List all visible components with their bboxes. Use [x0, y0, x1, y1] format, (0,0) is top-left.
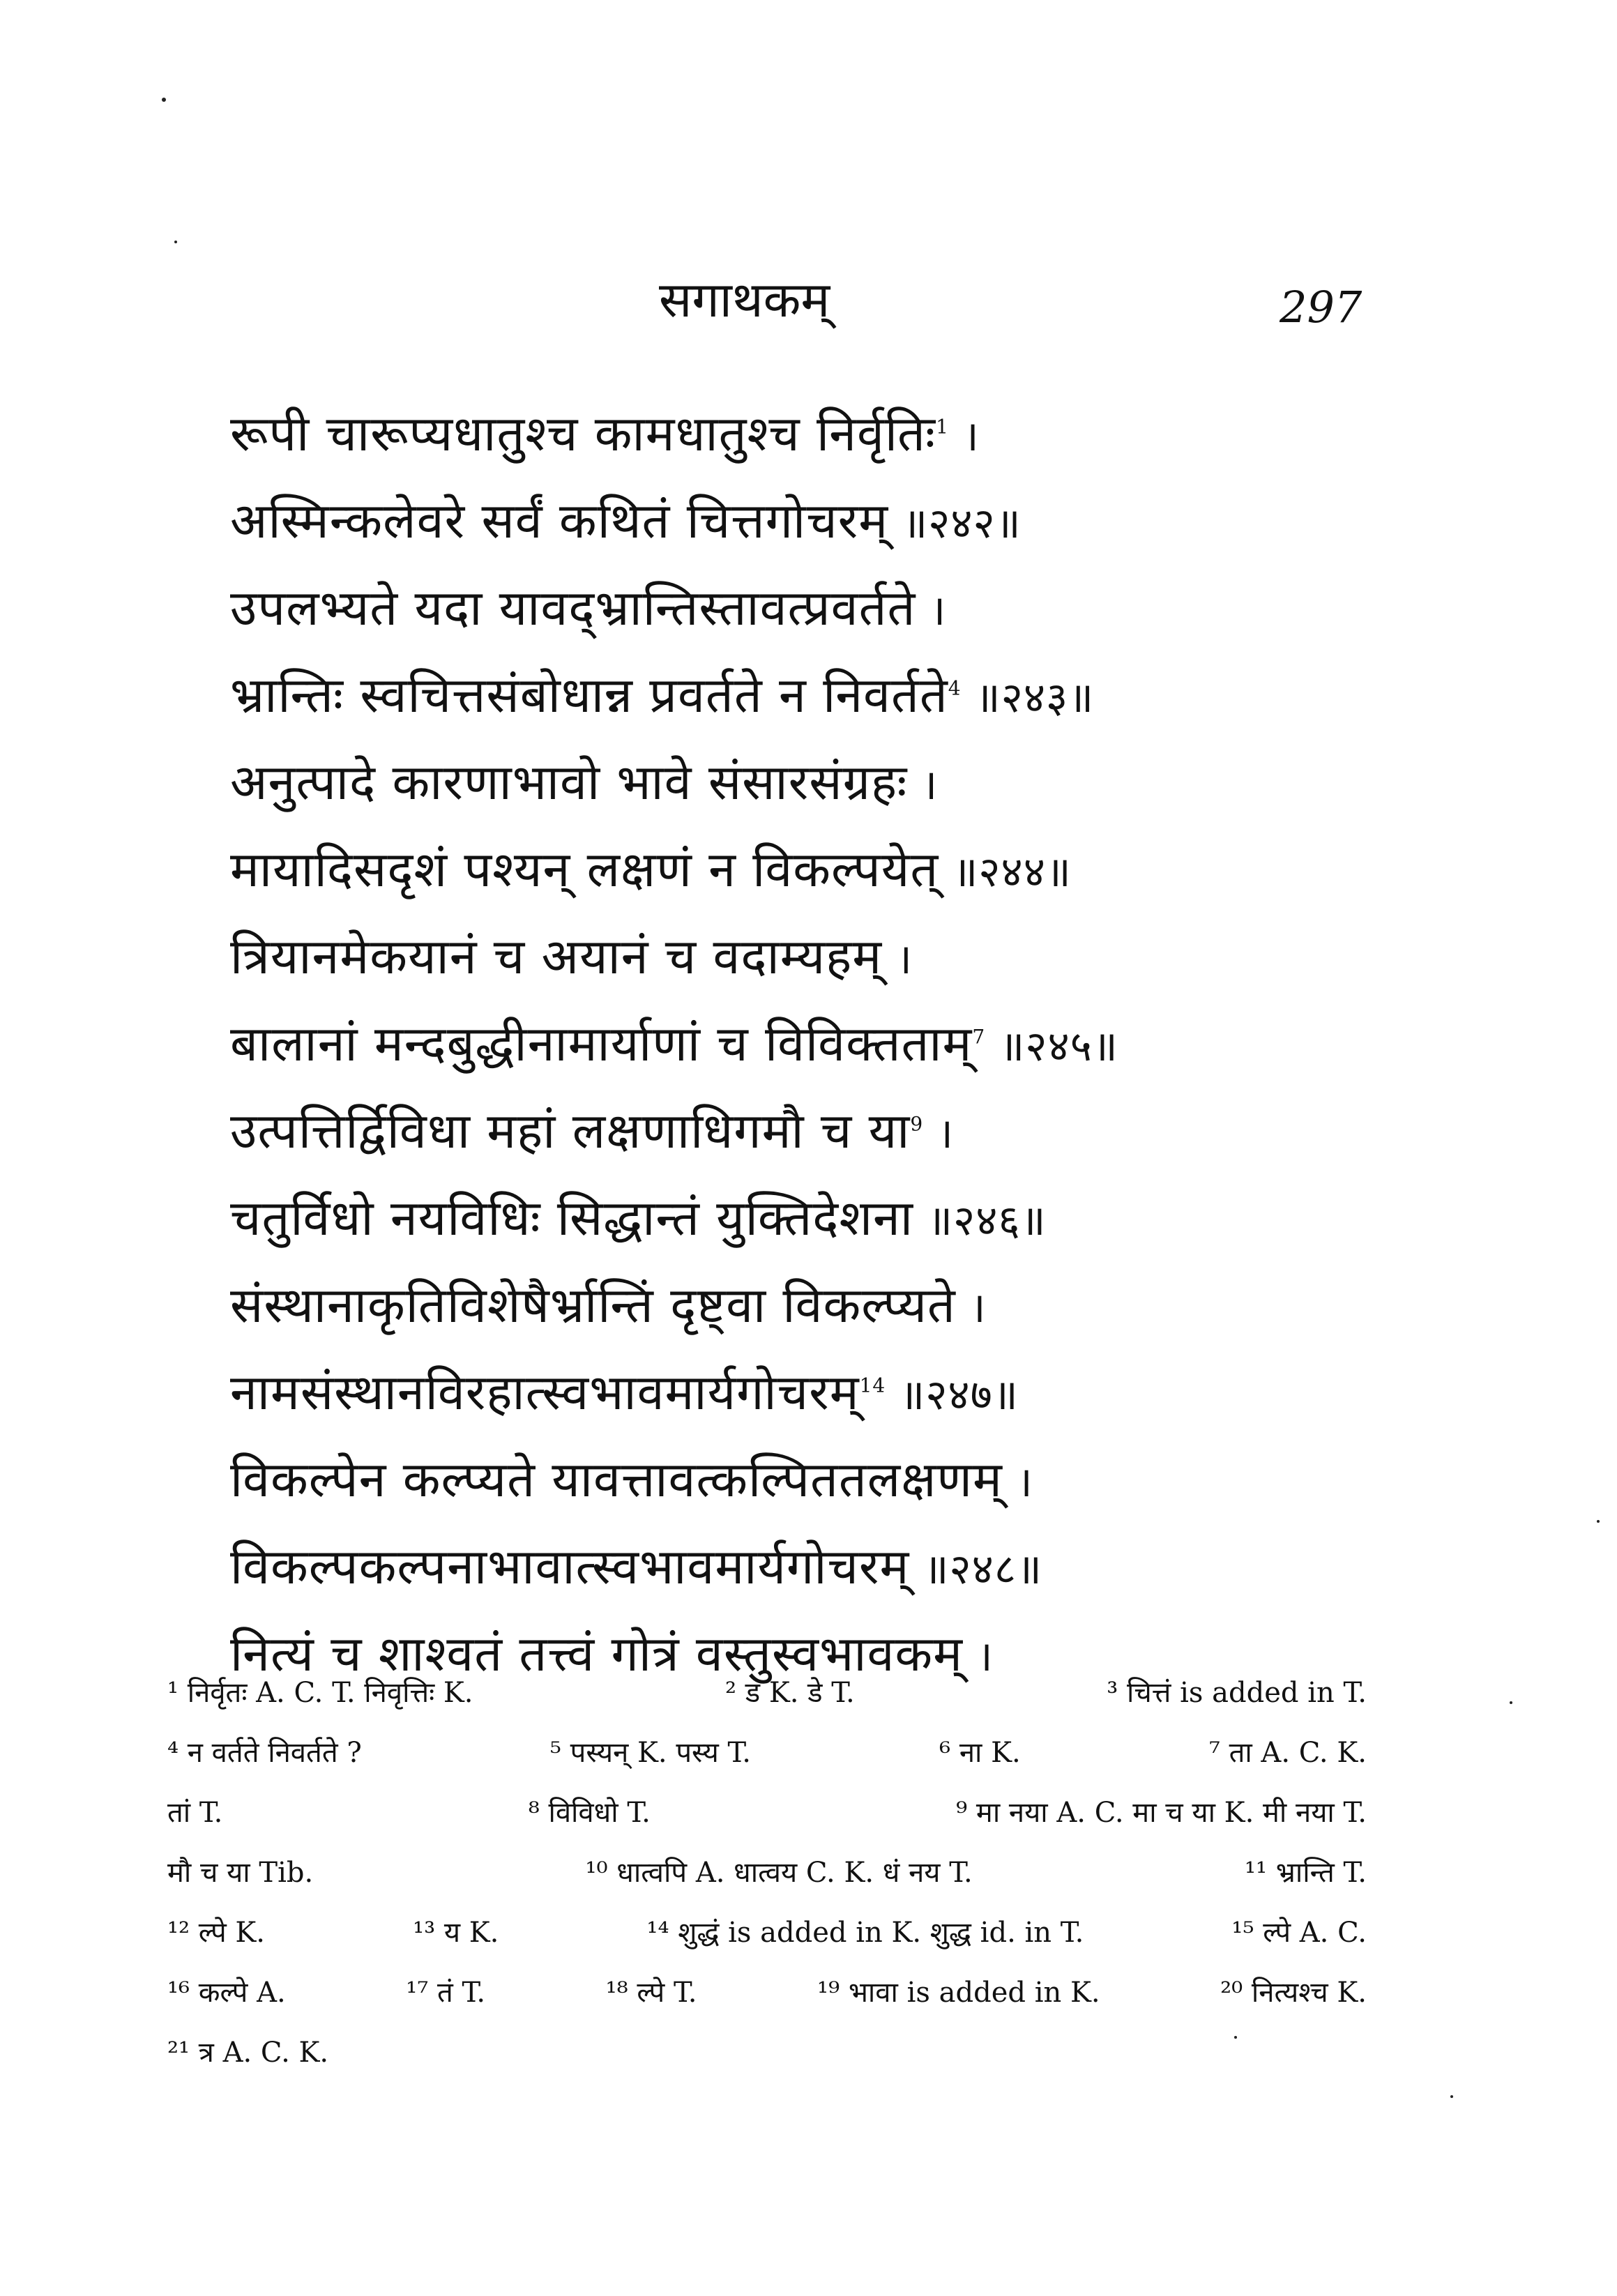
verse-end: । — [1002, 1458, 1033, 1507]
verse-text: उत्पत्तिर्द्विविधा महां लक्षणाधिगमौ च या — [230, 1102, 911, 1160]
verse-text: भ्रान्तिः स्वचित्तसंबोधान्न प्रवर्तते न निवर्तते — [230, 667, 948, 724]
footnote: ¹⁰ धात्वपि A. धात्वय C. K. धं नय T. — [585, 1857, 973, 1889]
verse-end: । — [882, 935, 913, 984]
footnote: ²⁰ नित्यश्च K. — [1220, 1977, 1367, 2009]
verse-end: ॥२४८॥ — [909, 1545, 1042, 1594]
footnote-marker: 14 — [859, 1374, 886, 1397]
footnote-row — [167, 1663, 1367, 1723]
footnote: ³ चित्तं is added in T. — [1107, 1677, 1367, 1709]
verse-text: त्रियानमेकयानं च अयानं च वदाम्यहम् — [230, 928, 883, 985]
verse-text: मायादिसदृशं पश्यन् लक्षणं न विकल्पयेत् — [230, 841, 939, 898]
verse-end: । — [948, 412, 980, 461]
scan-speck — [162, 98, 166, 102]
verse-end: । — [907, 761, 939, 809]
footnotes — [167, 1663, 1367, 2083]
footnote: ⁶ ना K. — [939, 1737, 1021, 1769]
verse-line — [230, 1349, 1374, 1436]
footnote: ¹⁷ तं T. — [406, 1977, 486, 2009]
verse-text: रूपी चारूप्यधातुश्च कामधातुश्च निर्वृतिः — [230, 405, 936, 462]
verse-line — [230, 826, 1374, 913]
verse-line — [230, 1436, 1374, 1523]
running-head-title: सगाथकम् — [659, 271, 830, 328]
scan-speck — [1234, 2036, 1237, 2039]
footnote-row — [167, 1723, 1367, 1783]
verse-end: ॥२४४॥ — [939, 848, 1072, 897]
verse-line — [230, 478, 1374, 565]
verse-end: । — [962, 1632, 994, 1681]
footnote-row — [167, 1903, 1367, 1963]
footnote: ² ड K. डे T. — [724, 1677, 855, 1709]
footnote: ¹⁵ ल्पे A. C. — [1231, 1917, 1367, 1949]
verse-text: उपलभ्यते यदा यावद्भ्रान्तिस्तावत्प्रवर्तते — [230, 579, 916, 637]
verse-end: ॥२४३॥ — [961, 674, 1095, 722]
verse-text: चतुर्विधो नयविधिः सिद्धान्तं युक्तिदेशना — [230, 1189, 914, 1247]
verse-end: ॥२४२॥ — [888, 499, 1022, 548]
footnote-row — [167, 1783, 1367, 1843]
footnote: ¹² ल्पे K. — [167, 1917, 265, 1949]
scan-speck — [1510, 1701, 1512, 1704]
verse-line — [230, 390, 1374, 478]
footnote: ¹³ य K. — [413, 1917, 499, 1949]
scan-speck — [1450, 2095, 1453, 2098]
scan-speck — [174, 241, 177, 243]
footnote-marker: 1 — [936, 415, 949, 439]
footnote-row — [167, 1963, 1367, 2023]
verse-line — [230, 1523, 1374, 1611]
verse-line — [230, 1175, 1374, 1262]
verse-line — [230, 913, 1374, 1001]
verse-line — [230, 565, 1374, 652]
verse-text: संस्थानाकृतिविशेषैर्भ्रान्तिं दृष्ट्वा विकल्प्यते — [230, 1277, 956, 1334]
verse-text: नित्यं च शाश्वतं तत्त्वं गोत्रं वस्तुस्वभावकम् — [230, 1625, 963, 1682]
footnote: तां T. — [167, 1797, 223, 1829]
footnote: ¹¹ भ्रान्ति T. — [1245, 1857, 1367, 1889]
verse-line — [230, 1001, 1374, 1088]
footnote-row — [167, 2023, 1367, 2083]
verse-line — [230, 652, 1374, 739]
verse-end: ॥२४५॥ — [985, 1022, 1118, 1071]
page-number: 297 — [1280, 282, 1362, 333]
footnote-marker: 7 — [972, 1025, 986, 1049]
footnote: ⁸ विविधो T. — [528, 1797, 651, 1829]
verse-text: अनुत्पादे कारणाभावो भावे संसारसंग्रहः — [230, 754, 908, 811]
verse-end: । — [916, 586, 947, 635]
footnote-marker: 4 — [948, 676, 962, 700]
footnote: मौ च या Tib. — [167, 1857, 314, 1889]
verse-line — [230, 1088, 1374, 1175]
verse-text: अस्मिन्कलेवरे सर्वं कथितं चित्तगोचरम् — [230, 492, 889, 549]
verse-text: विकल्पकल्पनाभावात्स्वभावमार्यगोचरम् — [230, 1538, 910, 1595]
footnote: ⁹ मा नया A. C. मा च या K. मी नया T. — [956, 1797, 1367, 1829]
footnote-row — [167, 1843, 1367, 1903]
footnote: ⁴ न वर्तते निवर्तते ? — [167, 1737, 362, 1769]
footnote: ¹⁸ ल्पे T. — [605, 1977, 697, 2009]
verse-end: ॥२४७॥ — [886, 1371, 1019, 1420]
footnote: ²¹ त्र A. C. K. — [167, 2037, 329, 2069]
scan-speck — [1597, 1520, 1600, 1523]
verse-end: । — [923, 1109, 954, 1158]
verse-text: नामसंस्थानविरहात्स्वभावमार्यगोचरम् — [230, 1364, 860, 1421]
footnote-marker: 9 — [910, 1112, 924, 1136]
footnote: ¹⁴ शुद्धं is added in K. शुद्ध id. in T. — [646, 1917, 1084, 1949]
footnote: ⁷ ता A. C. K. — [1208, 1737, 1367, 1769]
footnote: ¹⁹ भावा is added in K. — [817, 1977, 1100, 2009]
footnote: ¹ निर्वृतः A. C. T. निवृत्तिः K. — [167, 1677, 473, 1709]
footnote: ⁵ पस्यन् K. पस्य T. — [549, 1737, 752, 1769]
verse-text: विकल्पेन कल्प्यते यावत्तावत्कल्पिततलक्षणम् — [230, 1451, 1003, 1508]
verse-line — [230, 739, 1374, 826]
verse-block — [230, 390, 1374, 1698]
footnote: ¹⁶ कल्पे A. — [167, 1977, 286, 2009]
verse-end: ॥२४६॥ — [913, 1196, 1047, 1245]
verse-end: । — [955, 1284, 987, 1332]
verse-line — [230, 1262, 1374, 1349]
verse-text: बालानां मन्दबुद्धीनामार्याणां च विविक्तताम् — [230, 1015, 973, 1072]
